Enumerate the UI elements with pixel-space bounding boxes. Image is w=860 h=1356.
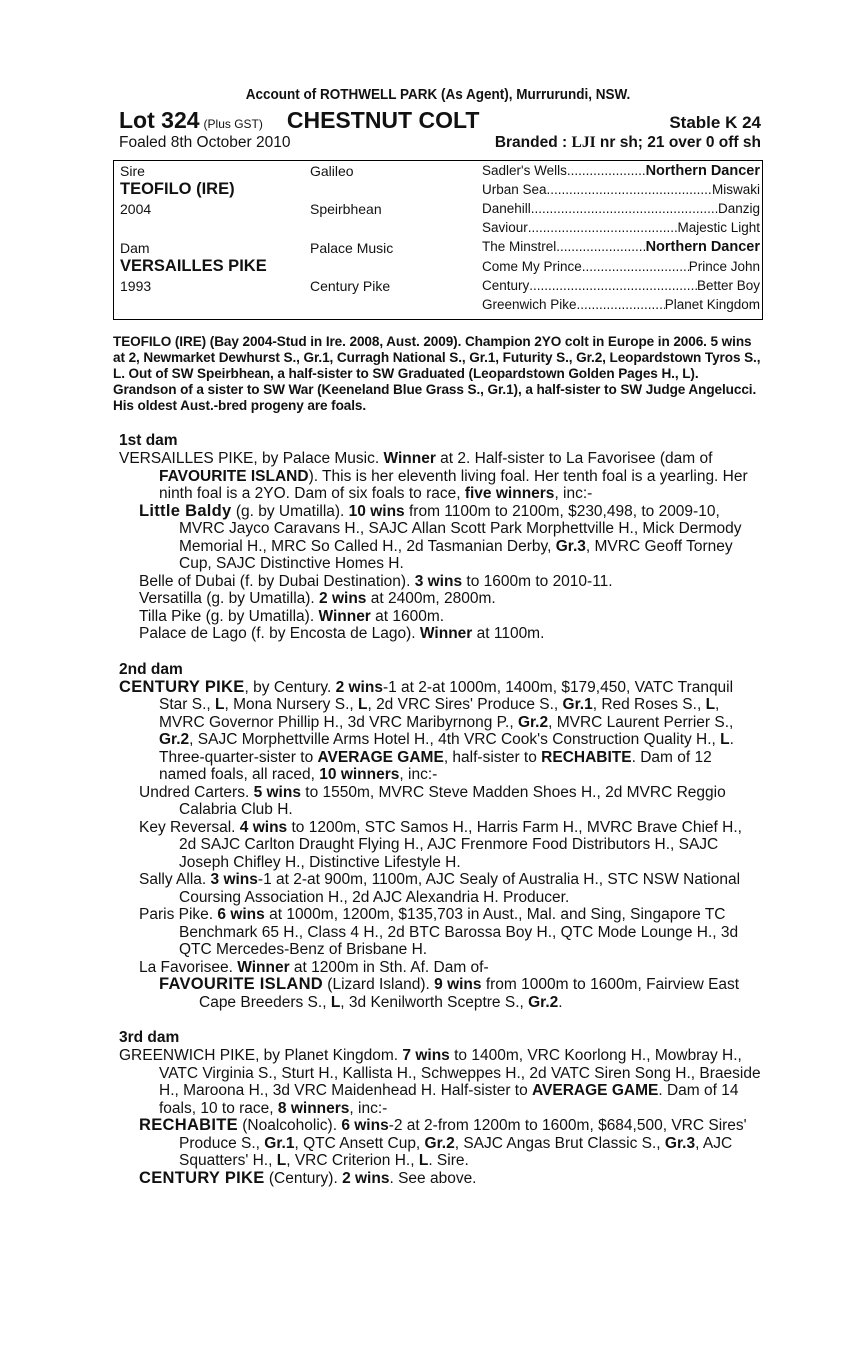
- entry-text: -1 at 2-at 1000m, 1400m, $179,450, VATC Tranquil Star S.,: [159, 678, 734, 713]
- g3-row: [482, 182, 760, 197]
- entry-text: . See above.: [389, 1169, 477, 1187]
- entry-text: at 1600m.: [370, 607, 445, 625]
- foaled-line: [113, 134, 763, 152]
- entry-text: (Century).: [264, 1169, 343, 1187]
- entry-text: , 2d VRC Sires' Produce S.,: [367, 696, 563, 713]
- entry-text: at 2. Half-sister to La Favorisee (dam of: [435, 450, 713, 467]
- g3-right: Prince John: [688, 259, 760, 274]
- g3-row: [482, 278, 760, 293]
- lot-number: Lot 324: [119, 107, 200, 133]
- entry-text: 3 wins: [414, 572, 463, 590]
- entry-text: Undred Carters.: [139, 783, 254, 801]
- entry-text: at 1100m.: [472, 625, 545, 642]
- family-entry: [139, 819, 763, 872]
- entry-text: , inc:-: [349, 1099, 388, 1117]
- branded-info: [495, 134, 761, 152]
- dam-sire: Palace Music: [310, 240, 394, 256]
- dam-dam: Century Pike: [310, 278, 391, 294]
- entry-text: , by Century.: [244, 678, 336, 696]
- family-entry: [139, 503, 763, 573]
- plus-gst: (Plus GST): [203, 117, 263, 131]
- entry-text: . Dam of 14 foals, 10 to race,: [159, 1082, 739, 1117]
- entry-text: 2 wins: [342, 1169, 390, 1187]
- g3-right: Miswaki: [711, 182, 760, 197]
- entry-text: L: [215, 696, 225, 713]
- entry-text: . Sire.: [428, 1152, 469, 1169]
- family-entry: [139, 608, 763, 626]
- entry-text: Winner: [318, 607, 371, 625]
- sections: [113, 432, 763, 1187]
- entry-text: FAVOURITE ISLAND: [159, 975, 323, 993]
- g3-right: Planet Kingdom: [664, 297, 760, 312]
- entry-text: , MVRC Geoff Torney Cup, SAJC Distinctive Homes H.: [179, 537, 733, 572]
- entry-text: Gr.2: [424, 1134, 455, 1152]
- g3-row: [482, 259, 760, 274]
- entry-text: 9 wins: [434, 976, 482, 993]
- g3-left: Danehill: [482, 201, 531, 216]
- entry-text: ). This is her eleventh living foal. Her tenth foal is a yearling. Her ninth foal is a 2YO. Dam of six foals to race,: [159, 467, 748, 502]
- lot-line: [113, 107, 763, 134]
- entry-text: Gr.1: [562, 696, 593, 713]
- catalogue-page: [113, 86, 763, 1187]
- g3-right: Danzig: [717, 201, 760, 216]
- entry-text: RECHABITE: [541, 748, 632, 766]
- entry-text: 10 winners: [319, 766, 400, 783]
- entry-text: .: [558, 993, 563, 1011]
- entry-text: Winner: [237, 958, 290, 976]
- g3-right: Northern Dancer: [645, 239, 760, 255]
- entry-text: (g. by Umatilla).: [231, 502, 349, 520]
- entry-text: RECHABITE: [139, 1116, 238, 1134]
- g3-row: [482, 163, 760, 179]
- entry-text: La Favorisee.: [139, 958, 238, 976]
- g3-right: Majestic Light: [677, 220, 760, 235]
- entry-text: VERSAILLES PIKE, by Palace Music.: [119, 450, 384, 467]
- entry-text: CENTURY PIKE: [139, 1168, 265, 1187]
- entry-text: L: [705, 696, 716, 713]
- entry-text: Paris Pike.: [139, 906, 218, 923]
- family-entry: [139, 590, 763, 608]
- entry-text: at 1200m in Sth. Af. Dam of-: [289, 958, 489, 976]
- dam-name: VERSAILLES PIKE: [120, 257, 267, 275]
- sire-name: TEOFILO (IRE): [120, 180, 235, 198]
- g3-left: Urban Sea: [482, 182, 547, 197]
- horse-description: CHESTNUT COLT: [286, 107, 480, 133]
- entry-text: 4 wins: [239, 818, 288, 836]
- family-entry: [139, 871, 763, 906]
- entry-text: Tilla Pike (g. by Umatilla).: [139, 607, 319, 625]
- entry-text: AVERAGE GAME: [532, 1082, 659, 1099]
- dam-section: [113, 1029, 763, 1187]
- entry-text: 7 wins: [402, 1047, 450, 1064]
- dam-section: [113, 432, 763, 643]
- entry-text: at 1000m, 1200m, $135,703 in Aust., Mal. and Sing, Singapore TC Benchmark 65 H., Class 4 H., 2d BTC Barossa Boy H., QTC Mode Lounge H., 3d QTC Mercedes-Benz of Brisbane H.: [179, 906, 739, 958]
- entry-text: Versatilla (g. by Umatilla).: [139, 590, 320, 607]
- family-entry: [139, 573, 763, 591]
- entry-text: CENTURY PIKE: [119, 677, 245, 696]
- entry-text: from 1100m to 2100m, $230,498, to 2009-10, MVRC Jayco Caravans H., SAJC Allan Scott Park Morphettville H., Mick Dermody Memorial H., MRC So Called H., 2d Tasmanian Derby,: [179, 502, 742, 555]
- entry-text: (Noalcoholic).: [237, 1117, 342, 1134]
- dam-section: [113, 661, 763, 1012]
- entry-text: 6 wins: [217, 906, 265, 923]
- entry-text: -1 at 2-at 900m, 1100m, AJC Sealy of Australia H., STC NSW National Coursing Association H., 2d AJC Alexandria H. Producer.: [179, 871, 741, 906]
- entry-text: Gr.3: [664, 1134, 696, 1152]
- branded-prefix: Branded :: [494, 134, 572, 151]
- section-title: 1st dam: [119, 432, 178, 449]
- entry-text: , SAJC Morphettville Arms Hotel H., 4th VRC Cook's Construction Quality H.,: [189, 731, 721, 748]
- entry-text: , half-sister to: [443, 748, 542, 766]
- g3-right: Better Boy: [696, 278, 760, 293]
- sire-sire: Galileo: [310, 163, 354, 179]
- section-title: 3rd dam: [119, 1029, 180, 1046]
- g3-left: Greenwich Pike: [482, 297, 577, 312]
- family-entry: [139, 1117, 763, 1170]
- entry-text: , inc:-: [554, 485, 593, 502]
- pedigree-table: [113, 160, 763, 320]
- entry-text: to 1200m, STC Samos H., Harris Farm H., MVRC Brave Chief H., 2d SAJC Carlton Draught Flying H., AJC Frenmore Food Distributors H., SAJC Joseph Chifley H., Distinctive Lifestyle H.: [179, 818, 742, 871]
- entry-text: Gr.3: [555, 537, 586, 555]
- entry-text: Belle of Dubai (f. by Dubai Destination).: [139, 572, 415, 590]
- entry-text: FAVOURITE ISLAND: [159, 467, 309, 485]
- family-entry: [139, 625, 763, 643]
- entry-text: , VRC Criterion H.,: [286, 1152, 419, 1169]
- entry-text: Palace de Lago (f. by Encosta de Lago).: [139, 625, 420, 642]
- entry-text: Little Baldy: [139, 501, 232, 520]
- entry-text: 2 wins: [319, 590, 367, 607]
- entry-text: Gr.2: [528, 993, 559, 1011]
- sire-label: Sire: [120, 163, 145, 179]
- entry-text: to 1550m, MVRC Steve Madden Shoes H., 2d MVRC Reggio Calabria Club H.: [179, 783, 726, 818]
- family-entry: [139, 784, 763, 819]
- entry-text: Gr.1: [264, 1134, 295, 1152]
- entry-text: , Mona Nursery S.,: [224, 696, 358, 713]
- entry-text: -2 at 2-from 1200m to 1600m, $684,500, VRC Sires' Produce S.,: [179, 1117, 747, 1152]
- g3-left: Century: [482, 278, 530, 293]
- entry-text: five winners: [464, 485, 555, 502]
- entry-text: 3 wins: [210, 871, 258, 888]
- entry-text: 5 wins: [253, 783, 301, 801]
- entry-text: 8 winners: [277, 1099, 350, 1117]
- sire-dam: Speirbhean: [310, 201, 382, 217]
- entry-text: , MVRC Governor Phillip H., 3d VRC Maribyrnong P.,: [159, 696, 720, 731]
- entry-text: L: [330, 993, 341, 1011]
- entry-text: Gr.2: [517, 713, 549, 731]
- g3-left: Saviour: [482, 220, 528, 235]
- foaled-date: Foaled 8th October 2010: [119, 134, 291, 151]
- entry-text: 6 wins: [341, 1117, 389, 1134]
- entry-text: 2 wins: [335, 678, 383, 696]
- entry-text: Winner: [419, 625, 473, 642]
- g3-left: Sadler's Wells: [482, 163, 567, 178]
- vendor-account: Account of ROTHWELL PARK (As Agent), Murrurundi, NSW.: [245, 86, 631, 103]
- entry-text: L: [357, 696, 368, 713]
- family-entry: [139, 906, 763, 959]
- sire-year: 2004: [120, 201, 152, 217]
- entry-text: L: [276, 1152, 287, 1169]
- entry-text: , QTC Ansett Cup,: [294, 1134, 425, 1152]
- brand-mark: LJI: [571, 134, 596, 151]
- g3-right: Northern Dancer: [645, 163, 760, 179]
- entry-text: GREENWICH PIKE, by Planet Kingdom.: [119, 1047, 403, 1064]
- entry-text: . Dam of 12 named foals, all raced,: [159, 748, 712, 783]
- entry-text: at 2400m, 2800m.: [366, 590, 496, 607]
- entry-text: from 1000m to 1600m, Fairview East Cape Breeders S.,: [199, 976, 740, 1011]
- entry-text: 10 wins: [348, 502, 405, 520]
- entry-text: , AJC Squatters' H.,: [179, 1134, 733, 1169]
- entry-text: (Lizard Island).: [323, 976, 435, 993]
- stable-number: Stable K 24: [669, 113, 761, 132]
- section-title: 2nd dam: [119, 660, 183, 678]
- entry-text: AVERAGE GAME: [317, 748, 444, 766]
- g3-row: [482, 239, 760, 255]
- family-entry: [139, 959, 763, 977]
- family-entry: [119, 679, 763, 784]
- family-entry: [159, 976, 763, 1011]
- entry-text: L: [418, 1152, 429, 1169]
- entry-text: , MVRC Laurent Perrier S.,: [548, 713, 734, 731]
- family-entry: [119, 1047, 763, 1117]
- sire-summary: TEOFILO (IRE) (Bay 2004-Stud in Ire. 2008, Aust. 2009). Champion 2YO colt in Europe in 2006. 5 wins at 2, Newmarket Dewhurst S., Gr.1, Curragh National S., Gr.1, Futurity S., Gr.2, Leopardstown Tyros S., L. Out of SW Speirbhean, a half-sister to SW Graduated (Leopardstown Golden Pages H., L). Grandson of a sister to SW War (Keeneland Blue Grass S., Gr.1), a half-sister to SW Judge Angelucci. His oldest Aust.-bred progeny are foals.: [113, 334, 761, 413]
- entry-text: Gr.2: [159, 731, 190, 748]
- entry-text: . Three-quarter-sister to: [159, 731, 734, 766]
- branded-suffix: nr sh; 21 over 0 off sh: [595, 134, 761, 151]
- entry-text: , SAJC Angas Brut Classic S.,: [454, 1134, 665, 1152]
- dam-label: Dam: [120, 240, 150, 256]
- entry-text: , inc:-: [399, 766, 438, 783]
- entry-text: Sally Alla.: [139, 871, 211, 888]
- entry-text: Key Reversal.: [139, 818, 240, 836]
- family-entry: [139, 1170, 763, 1188]
- g3-left: The Minstrel: [482, 239, 557, 254]
- g3-row: [482, 220, 760, 235]
- g3-left: Come My Prince: [482, 259, 582, 274]
- entry-text: L: [720, 731, 730, 748]
- entry-text: to 1600m to 2010-11.: [462, 572, 613, 590]
- g3-row: [482, 201, 760, 216]
- dam-year: 1993: [120, 278, 152, 294]
- family-entry: [119, 450, 763, 503]
- entry-text: to 1400m, VRC Koorlong H., Mowbray H., VATC Virginia S., Sturt H., Kallista H., Schweppes H., 2d VATC Siren Song H., Braeside H., Maroona H., 3d VRC Maidenhead H. Half-sister to: [159, 1047, 761, 1099]
- entry-text: , Red Roses S.,: [592, 696, 706, 713]
- entry-text: , 3d Kenilworth Sceptre S.,: [340, 993, 529, 1011]
- entry-text: Winner: [383, 450, 436, 467]
- g3-row: [482, 297, 760, 312]
